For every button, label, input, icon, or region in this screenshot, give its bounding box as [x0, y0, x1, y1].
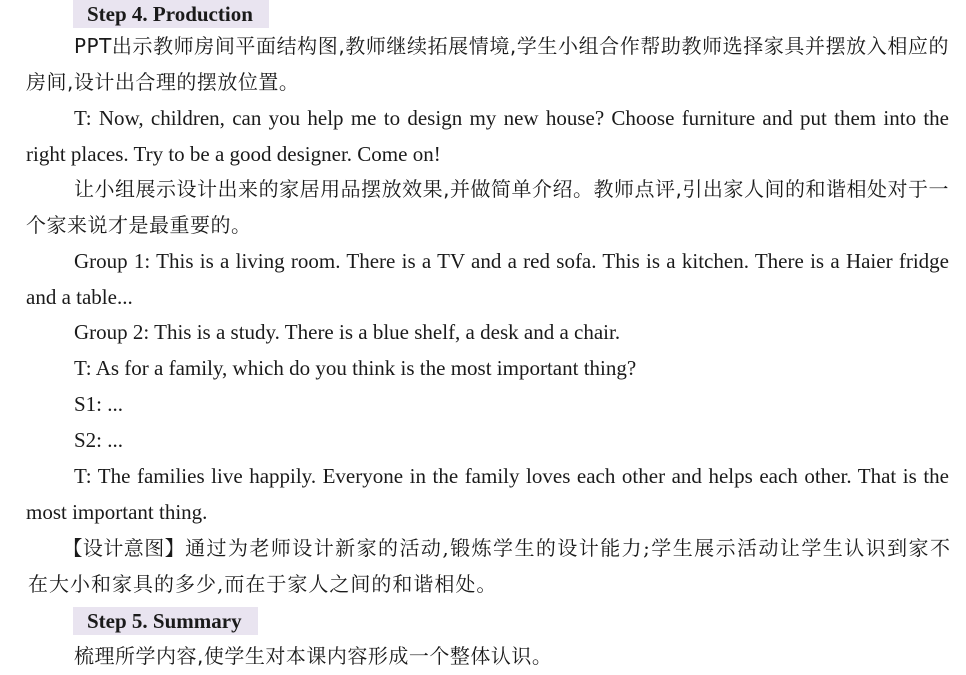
student2-line: S2: ... — [74, 428, 124, 452]
group2-line: Group 2: This is a study. There is a blue shelf, a desk and a chair. — [74, 320, 621, 344]
step4-heading: Step 4. Production — [73, 0, 269, 28]
show-paragraph — [26, 172, 949, 243]
step5-summary-text: 梳理所学内容,使学生对本课内容形成一个整体认识。 — [74, 644, 553, 668]
design-intent-paragraph — [28, 531, 951, 602]
teacher-line-1-text: T: Now, children, can you help me to design my new house? Choose furniture and put them into the right places. Try to be a good designer. Come on! — [26, 106, 949, 166]
show-paragraph-text: 让小组展示设计出来的家居用品摆放效果,并做简单介绍。教师点评,引出家人间的和谐相处对于一个家来说才是最重要的。 — [26, 177, 949, 237]
teacher-line-3 — [26, 459, 949, 530]
step4-intro-paragraph — [26, 29, 949, 100]
design-intent-text: 通过为老师设计新家的活动,锻炼学生的设计能力;学生展示活动让学生认识到家不在大小和家具的多少,而在于家人之间的和谐相处。 — [28, 536, 951, 596]
teacher-line-1 — [26, 101, 949, 172]
student1-line: S1: ... — [74, 392, 124, 416]
design-intent-label: 【设计意图】 — [62, 536, 186, 560]
teacher-line-2: T: As for a family, which do you think is the most important thing? — [74, 356, 637, 380]
group1-line — [26, 244, 949, 315]
step5-heading: Step 5. Summary — [73, 607, 258, 635]
step4-intro-text: PPT出示教师房间平面结构图,教师继续拓展情境,学生小组合作帮助教师选择家具并摆放入相应的房间,设计出合理的摆放位置。 — [26, 34, 949, 94]
group1-text: Group 1: This is a living room. There is a TV and a red sofa. This is a kitchen. There is a Haier fridge and a table... — [26, 249, 949, 309]
teacher-line-3-text: T: The families live happily. Everyone in the family loves each other and helps each other. That is the most important thing. — [26, 464, 949, 524]
